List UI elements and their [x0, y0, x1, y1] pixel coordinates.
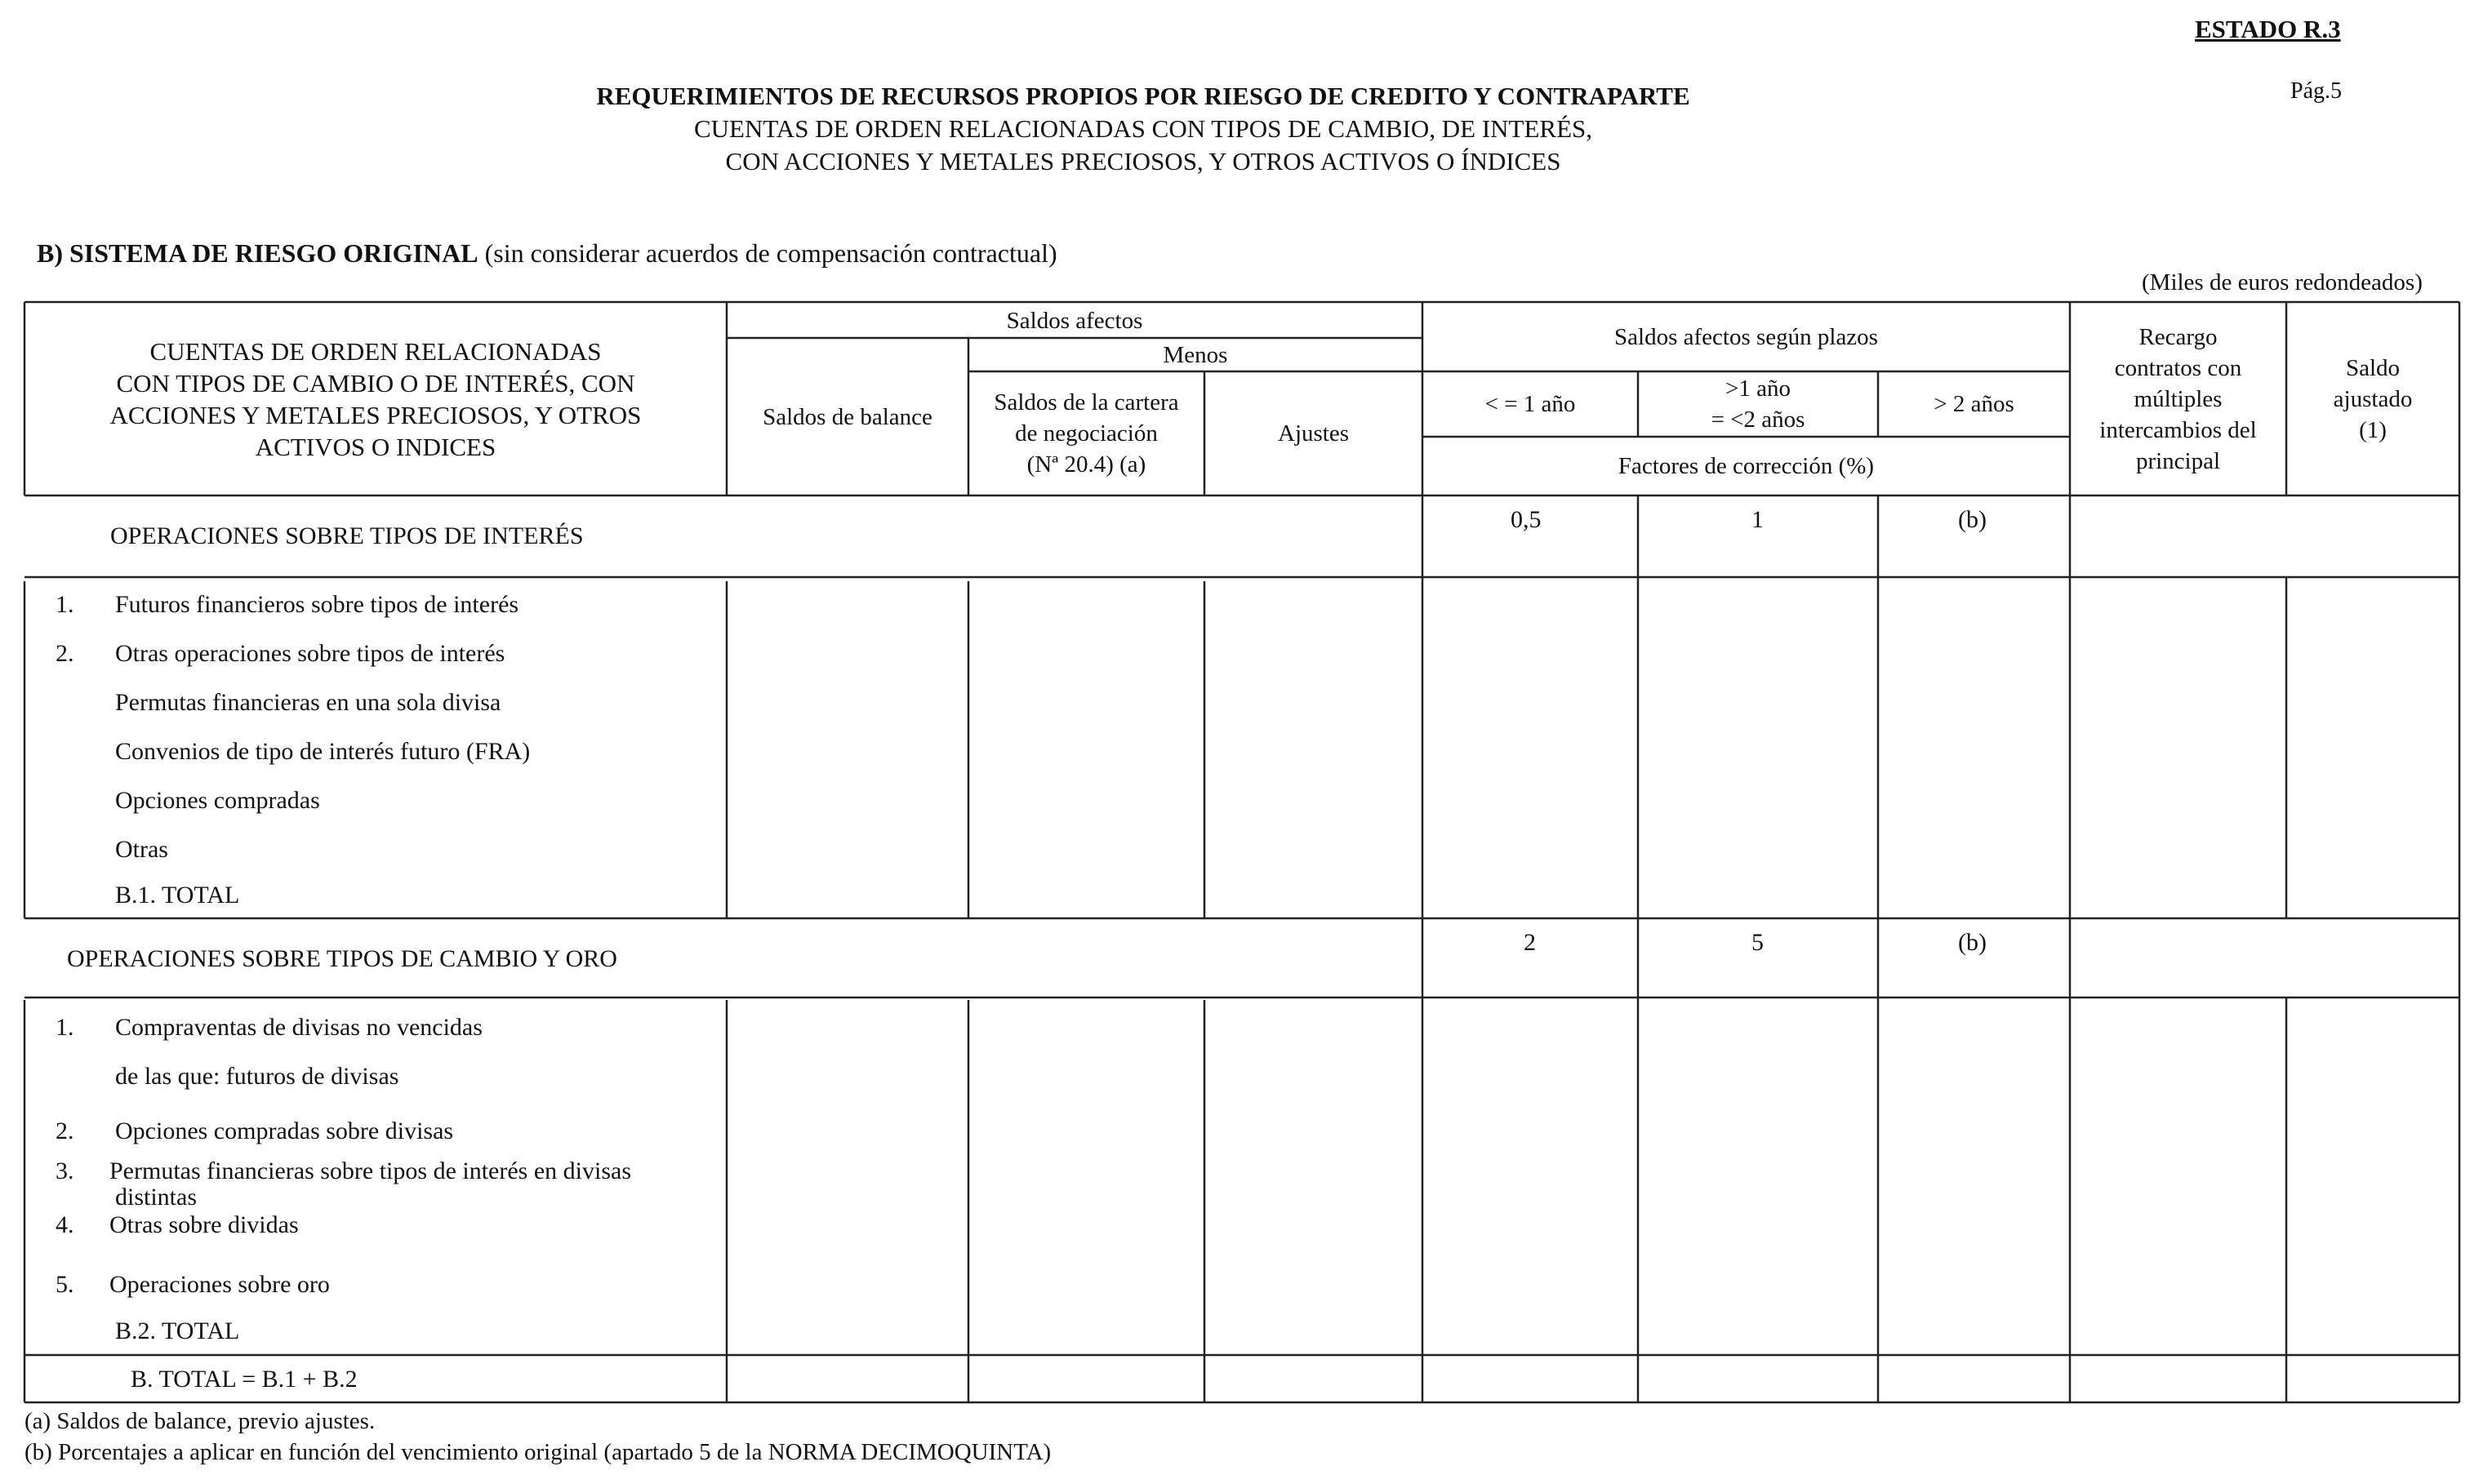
cartera-negociacion-header: [968, 371, 1204, 495]
recargo-line-3: múltiples: [2134, 385, 2223, 412]
saldo-line-3: (1): [2359, 416, 2387, 443]
section-heading-rest: (sin considerar acuerdos de compensación contractual): [478, 238, 1057, 268]
main-column-header: [24, 302, 727, 495]
cambio-row-num: 4.: [56, 1211, 74, 1238]
saldo-line-1: Saldo: [2345, 354, 2401, 381]
cambio-total-label: B.2. TOTAL: [115, 1317, 240, 1344]
menos-header: Menos: [1163, 341, 1228, 368]
title-line-2: CUENTAS DE ORDEN RELACIONADAS CON TIPOS DE CAMBIO, DE INTERÉS,: [693, 114, 1593, 143]
interes-row-label: Otras: [115, 836, 168, 863]
plazo-2-line-2: = <2 años: [1711, 407, 1805, 433]
interes-row-num: 2.: [56, 640, 74, 667]
interes-factor-2: 1: [1751, 506, 1764, 533]
cambio-factor-1: 2: [1524, 929, 1536, 956]
cambio-row-num: 2.: [56, 1117, 74, 1144]
cartera-line-3: (Nª 20.4) (a): [1026, 451, 1146, 478]
interes-factor-1: 0,5: [1511, 506, 1542, 533]
interes-total-label: B.1. TOTAL: [115, 882, 240, 909]
cambio-row-label: Opciones compradas sobre divisas: [115, 1117, 454, 1144]
interes-factor-3: (b): [1958, 506, 1987, 533]
saldo-line-2: ajustado: [2333, 385, 2413, 412]
saldo-ajustado-header: [2286, 302, 2459, 495]
recargo-line-4: intercambios del: [2099, 416, 2257, 443]
cambio-row-label: Permutas financieras sobre tipos de interés en divisas: [109, 1157, 631, 1184]
factores-header: Factores de corrección (%): [1618, 453, 1875, 479]
ajustes-header: Ajustes: [1278, 420, 1349, 447]
main-col-line-2: CON TIPOS DE CAMBIO O DE INTERÉS, CON: [116, 368, 635, 398]
plazo-3-header: > 2 años: [1934, 391, 2014, 417]
cambio-row-label: Operaciones sobre oro: [109, 1271, 330, 1298]
cambio-row-num: 5.: [56, 1271, 74, 1298]
recargo-line-2: contratos con: [2114, 354, 2242, 381]
grand-total-label: B. TOTAL = B.1 + B.2: [131, 1366, 358, 1393]
cartera-line-1: Saldos de la cartera: [994, 389, 1179, 415]
recargo-line-1: Recargo: [2138, 323, 2218, 350]
title-line-1: REQUERIMIENTOS DE RECURSOS PROPIOS POR RIESGO DE CREDITO Y CONTRAPARTE: [596, 82, 1690, 110]
cambio-row-label-cont: distintas: [115, 1184, 198, 1211]
form-code: ESTADO R.3: [2195, 15, 2341, 43]
section-heading-bold: B) SISTEMA DE RIESGO ORIGINAL: [37, 238, 478, 268]
interes-row-label: Permutas financieras en una sola divisa: [115, 689, 501, 716]
recargo-header: [2070, 302, 2286, 495]
cambio-heading: OPERACIONES SOBRE TIPOS DE CAMBIO Y ORO: [67, 945, 617, 972]
cambio-factor-2: 5: [1751, 929, 1764, 956]
cambio-row-label: Compraventas de divisas no vencidas: [115, 1014, 483, 1041]
recargo-line-5: principal: [2135, 447, 2221, 474]
cambio-row-label: Otras sobre dividas: [109, 1211, 299, 1238]
interes-row-label: Futuros financieros sobre tipos de interés: [115, 591, 519, 618]
main-col-line-4: ACTIVOS O INDICES: [255, 432, 496, 461]
plazo-2-line-1: >1 año: [1725, 375, 1791, 402]
main-col-line-1: CUENTAS DE ORDEN RELACIONADAS: [149, 336, 602, 366]
page-number: Pág.5: [2290, 78, 2342, 104]
main-col-line-3: ACCIONES Y METALES PRECIOSOS, Y OTROS: [109, 400, 642, 429]
interes-row-label: Opciones compradas: [115, 787, 320, 814]
interes-heading: OPERACIONES SOBRE TIPOS DE INTERÉS: [110, 522, 584, 549]
saldos-afectos-header: Saldos afectos: [1006, 308, 1143, 334]
cambio-row-label: de las que: futuros de divisas: [115, 1063, 399, 1090]
cambio-row-num: 1.: [56, 1014, 74, 1041]
interes-row-num: 1.: [56, 591, 74, 618]
plazos-header: Saldos afectos según plazos: [1614, 323, 1878, 350]
interes-row-label: Otras operaciones sobre tipos de interés: [115, 640, 505, 667]
plazo-2-header: [1638, 371, 1878, 437]
cambio-factor-3: (b): [1958, 929, 1987, 956]
cambio-row-num: 3.: [56, 1157, 74, 1184]
footnote-b: (b) Porcentajes a aplicar en función del vencimiento original (apartado 5 de la NORMA DECIMOQUINTA): [24, 1439, 1052, 1465]
plazo-1-header: < = 1 año: [1484, 391, 1576, 417]
title-line-3: CON ACCIONES Y METALES PRECIOSOS, Y OTROS ACTIVOS O ÍNDICES: [725, 147, 1561, 176]
saldos-balance-header: Saldos de balance: [763, 403, 932, 430]
cartera-line-2: de negociación: [1015, 420, 1158, 447]
units-note: (Miles de euros redondeados): [2142, 269, 2423, 295]
interes-row-label: Convenios de tipo de interés futuro (FRA): [115, 738, 531, 765]
footnote-a: (a) Saldos de balance, previo ajustes.: [24, 1408, 376, 1434]
